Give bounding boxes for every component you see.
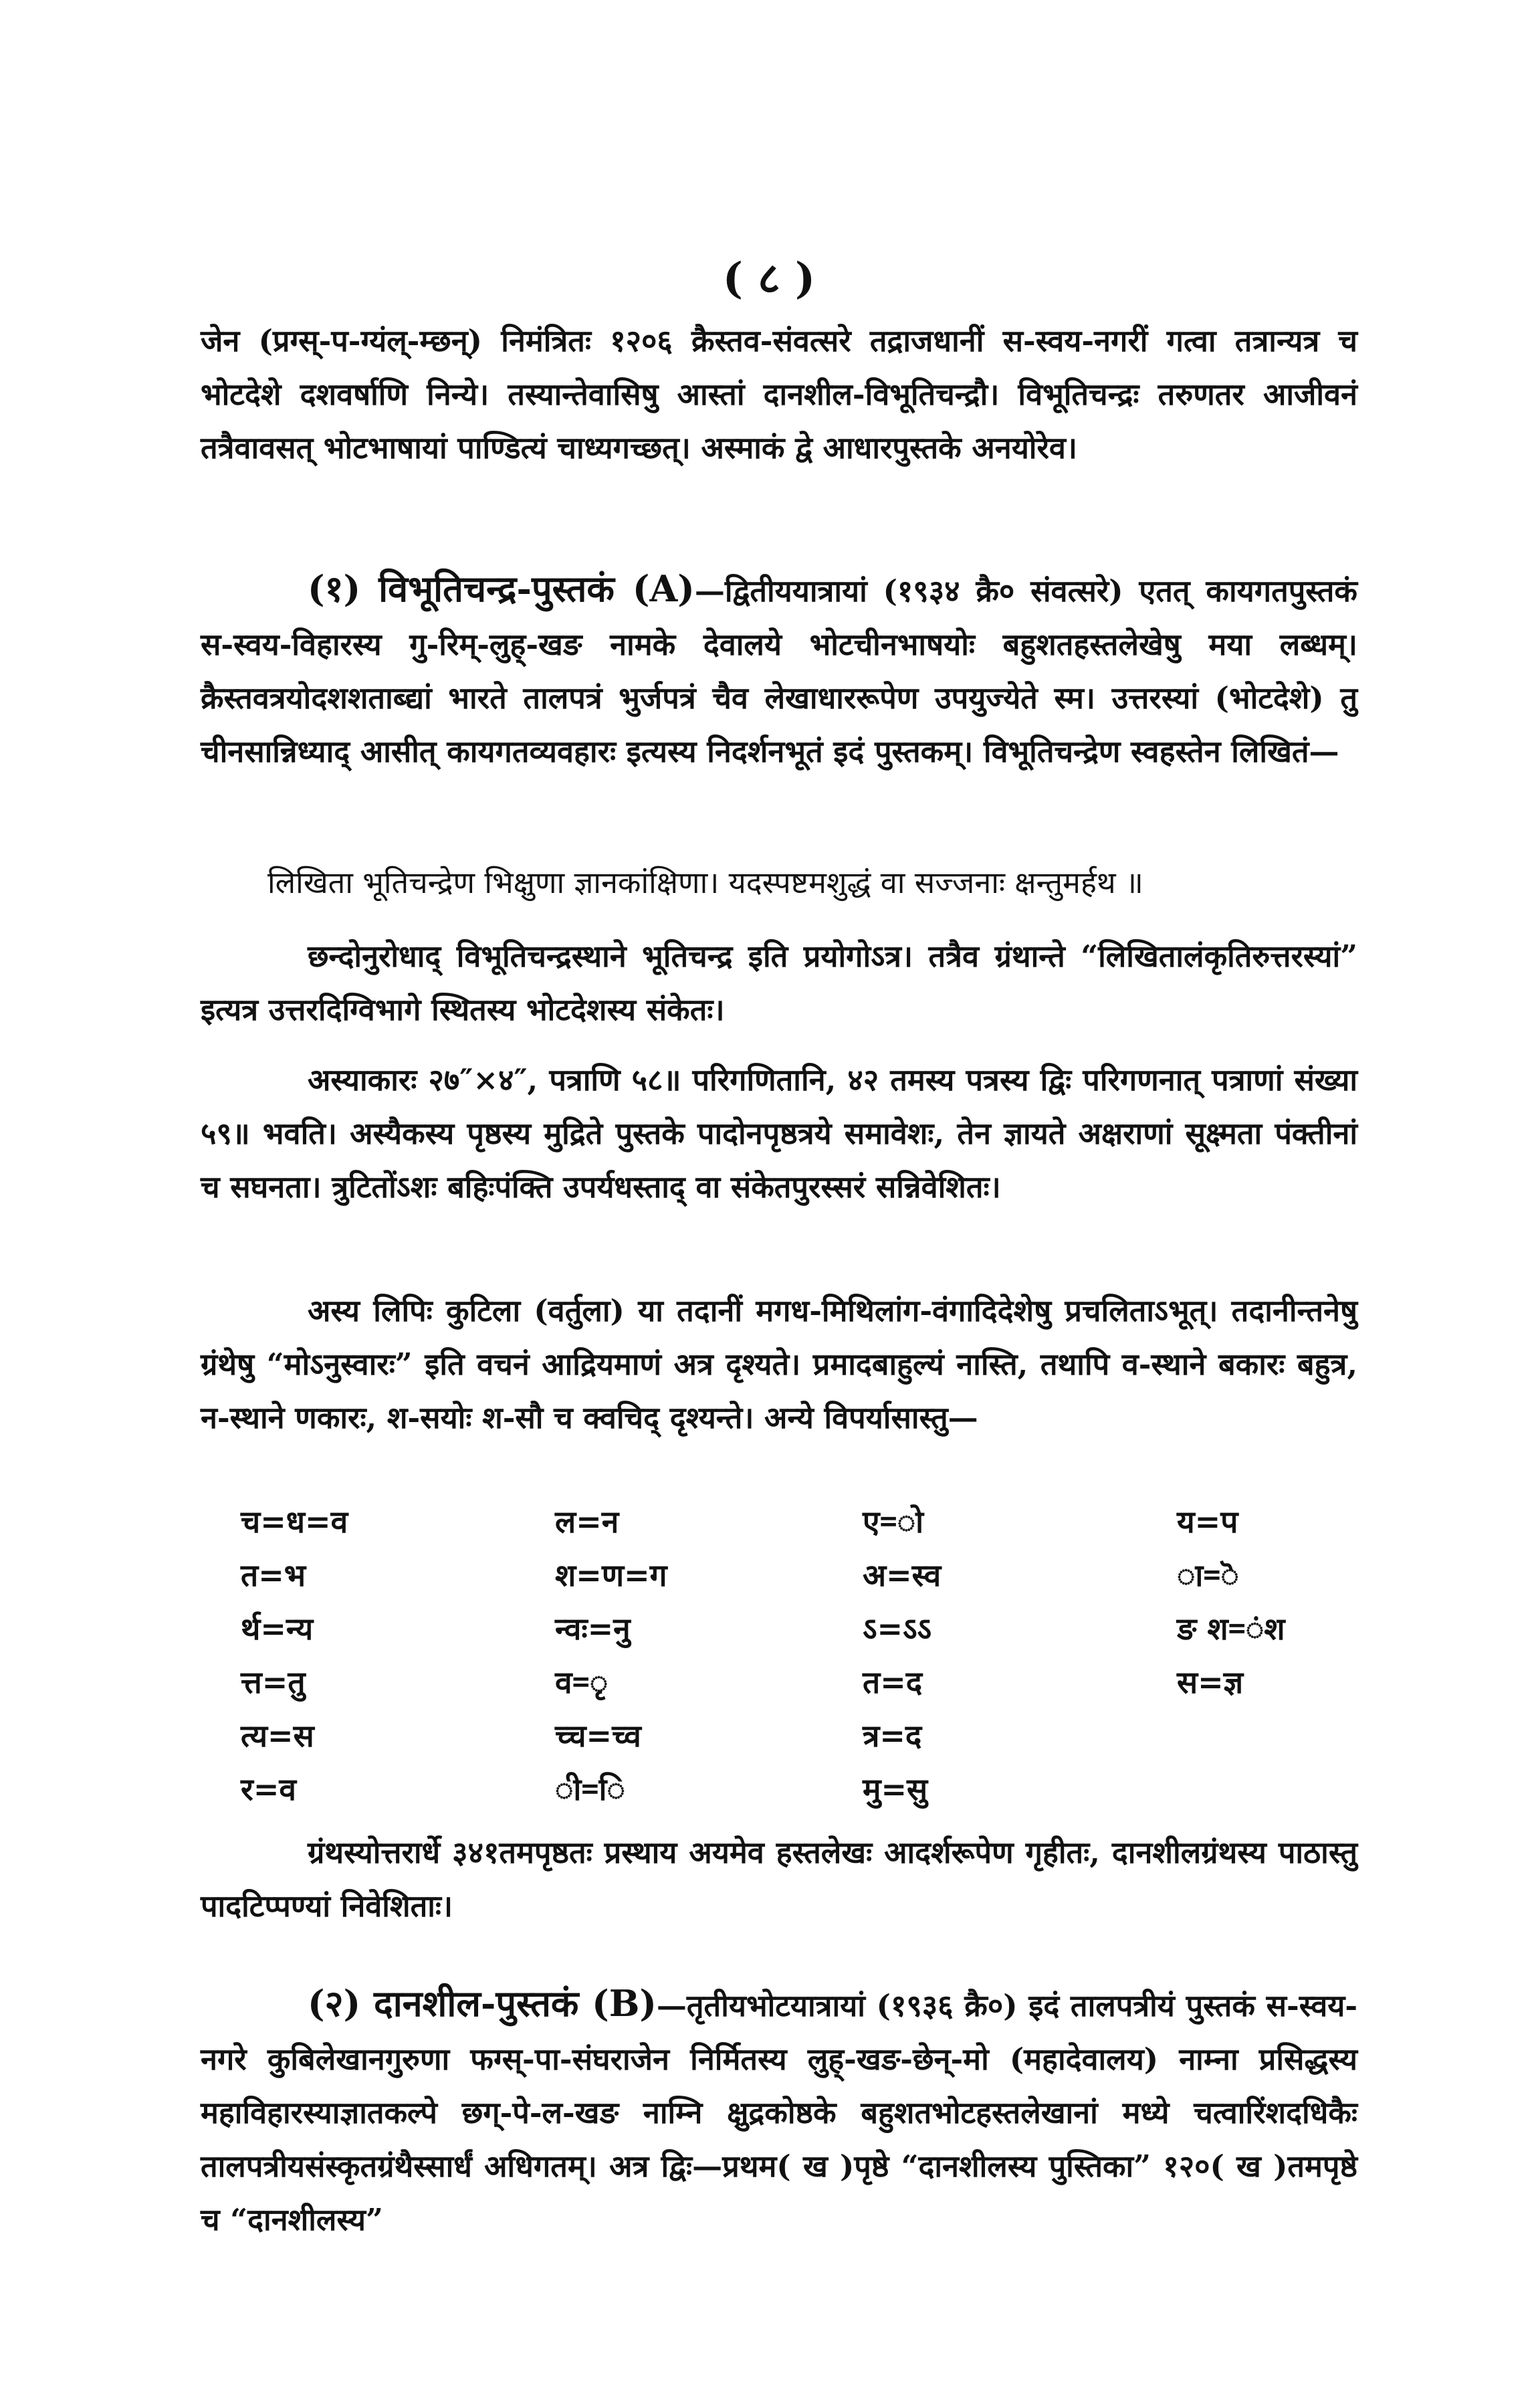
section-1-para-5 (201, 1826, 1357, 1933)
para-5-text: ग्रंथस्योत्तरार्धे ३४१तमपृष्ठतः प्रस्थाय अयमेव हस्तलेखः आदर्शरूपेण गृहीतः, दानशीलग्रंथस्य पाठास्तु पादटिप्पण्यां निवेशिताः। (201, 1835, 1357, 1924)
table-cell: न्वः=नु (555, 1611, 631, 1647)
table-cell: ङ श=ंश (1177, 1611, 1285, 1647)
section-1-text: —द्वितीययात्रायां (१९३४ क्रै० संवत्सरे) एतत् कायगतपुस्तकं स-स्वय-विहारस्य गु-रिम्-लुह्-खङ नामके देवालये भोटचीनभाषयोः बहुशतहस्तलेखेषु मया लब्धम्। क्रैस्तवत्रयोदशशताब्द्यां भारते तालपत्रं भुर्जपत्रं चैव लेखाधाररूपेण उपयुज्येते स्म। उत्तरस्यां (भोटदेशे) तु चीनसान्निध्याद् आसीत् कायगतव्यवहारः इत्यस्य निदर्शनभूतं इदं पुस्तकम्। विभूतिचन्द्रेण स्वहस्तेन लिखितं— (201, 573, 1357, 769)
table-row (241, 1548, 1364, 1602)
table-cell: श=ण=ग (555, 1557, 667, 1593)
section-2-heading: (२) दानशील-पुस्तकं (B) (308, 1982, 657, 2025)
table-cell: मु=सु (863, 1771, 928, 1807)
table-row (241, 1763, 1364, 1816)
para-3-text: अस्याकारः २७″×४″, पत्राणि ५८॥ परिगणितानि, ४२ तमस्य पत्रस्य द्विः परिगणनात् पत्राणां संख्या ५९॥ भवति। अस्यैकस्य पृष्ठस्य मुद्रिते पुस्तके पादोनपृष्ठत्रये समावेशः, तेन ज्ञायते अक्षराणां सूक्ष्मता पंक्तीनां च सघनता। त्रुटितोंऽशः बहिःपंक्ति उपर्यधस्ताद् वा संकेतपुरस्सरं सन्निवेशितः। (201, 1062, 1357, 1205)
table-cell: ल=न (555, 1504, 619, 1540)
section-1-para-2 (201, 930, 1357, 1037)
table-cell: च=ध=व (241, 1504, 348, 1540)
table-cell: अ=स्व (863, 1557, 942, 1593)
table-cell: य=प (1177, 1504, 1238, 1540)
table-cell: व=ृ (555, 1664, 609, 1700)
section-2-text: —तृतीयभोटयात्रायां (१९३६ क्रै०) इदं तालपत्रीयं पुस्तकं स-स्वय-नगरे कुबिलेखानगुरुणा फग्स्-पा-संघराजेन निर्मितस्य लुह्-खङ-छेन्-मो (महादेवालय) नाम्ना प्रसिद्धस्य महाविहारस्याज्ञातकल्पे छग्-पे-ल-खङ नाम्नि क्षुद्रकोष्ठके बहुशतभोटहस्तलेखानां मध्ये चत्वारिंशदधिकैः तालपत्रीयसंस्कृतग्रंथैस्सार्धं अधिगतम्। अत्र द्विः—प्रथम( ख )पृष्ठे “दानशीलस्य पुस्तिका” १२०( ख )तमपृष्ठे च “दानशीलस्य” (201, 1988, 1357, 2237)
table-row (241, 1656, 1364, 1709)
page-number: ( ८ ) (722, 254, 816, 304)
para-4-text: अस्य लिपिः कुटिला (वर्तुला) या तदानीं मगध-मिथिलांग-वंगादिदेशेषु प्रचलिताऽभूत्। तदानीन्तनेषु ग्रंथेषु “मोऽनुस्वारः” इति वचनं आद्रियमाणं अत्र दृश्यते। प्रमादबाहुल्यं नास्ति, तथापि व-स्थाने बकारः बहुत्र, न-स्थाने णकारः, श-सयोः श-सौ च क्वचिद् दृश्यन्ते। अन्ये विपर्यासास्तु— (201, 1293, 1357, 1435)
section-1-para-3 (201, 1054, 1357, 1214)
table-cell: त्र=द (863, 1718, 922, 1754)
variant-table (241, 1495, 1364, 1816)
table-cell: त=द (863, 1664, 923, 1700)
section-1-heading: (१) विभूतिचन्द्र-पुस्तकं (A) (308, 567, 695, 610)
table-cell: त्य=स (241, 1718, 314, 1754)
intro-text: जेन (प्रग्स्-प-ग्यंल्-म्छन्) निमंत्रितः १२०६ क्रैस्तव-संवत्सरे तद्राजधानीं स-स्वय-नगरीं गत्वा तत्रान्यत्र च भोटदेशे दशवर्षाणि निन्ये। तस्यान्तेवासिषु आस्तां दानशील-विभूतिचन्द्रौ। विभूतिचन्द्रः तरुणतर आजीवनं तत्रैवावसत् भोटभाषायां पाण्डित्यं चाध्यगच्छत्। अस्माकं द्वे आधारपुस्तके अनयोरेव। (201, 323, 1357, 466)
table-cell: ऽ=ऽऽ (863, 1611, 931, 1647)
table-row (241, 1495, 1364, 1548)
section-1-para-4 (201, 1284, 1357, 1445)
para-2-text: छन्दोनुरोधाद् विभूतिचन्द्रस्थाने भूतिचन्द्र इति प्रयोगोऽत्र। तत्रैव ग्रंथान्ते “लिखितालंकृतिरुत्तरस्यां” इत्यत्र उत्तरदिग्विभागे स्थितस्य भोटदेशस्य संकेतः। (201, 938, 1357, 1027)
table-cell: त्त=तु (241, 1664, 306, 1700)
table-cell: र=व (241, 1771, 296, 1807)
section-1 (201, 562, 1357, 779)
table-cell: र्थ=न्य (241, 1611, 314, 1647)
table-row (241, 1709, 1364, 1763)
intro-paragraph (201, 314, 1357, 475)
table-cell: त=भ (241, 1557, 306, 1593)
table-cell: ए=ो (863, 1504, 923, 1540)
table-row (241, 1602, 1364, 1656)
table-cell: च्च=च्व (555, 1718, 641, 1754)
colophon-verse: लिखिता भूतिचन्द्रेण भिक्षुणा ज्ञानकांक्षिणा। यदस्पष्टमशुद्धं वा सज्जनाः क्षन्तुमर्हथ ॥ (267, 865, 1143, 900)
table-cell: ी=ि (555, 1771, 625, 1807)
section-2 (201, 1977, 1357, 2247)
table-cell: ा=ॆ (1177, 1557, 1239, 1593)
table-cell: स=ज्ञ (1177, 1664, 1244, 1700)
